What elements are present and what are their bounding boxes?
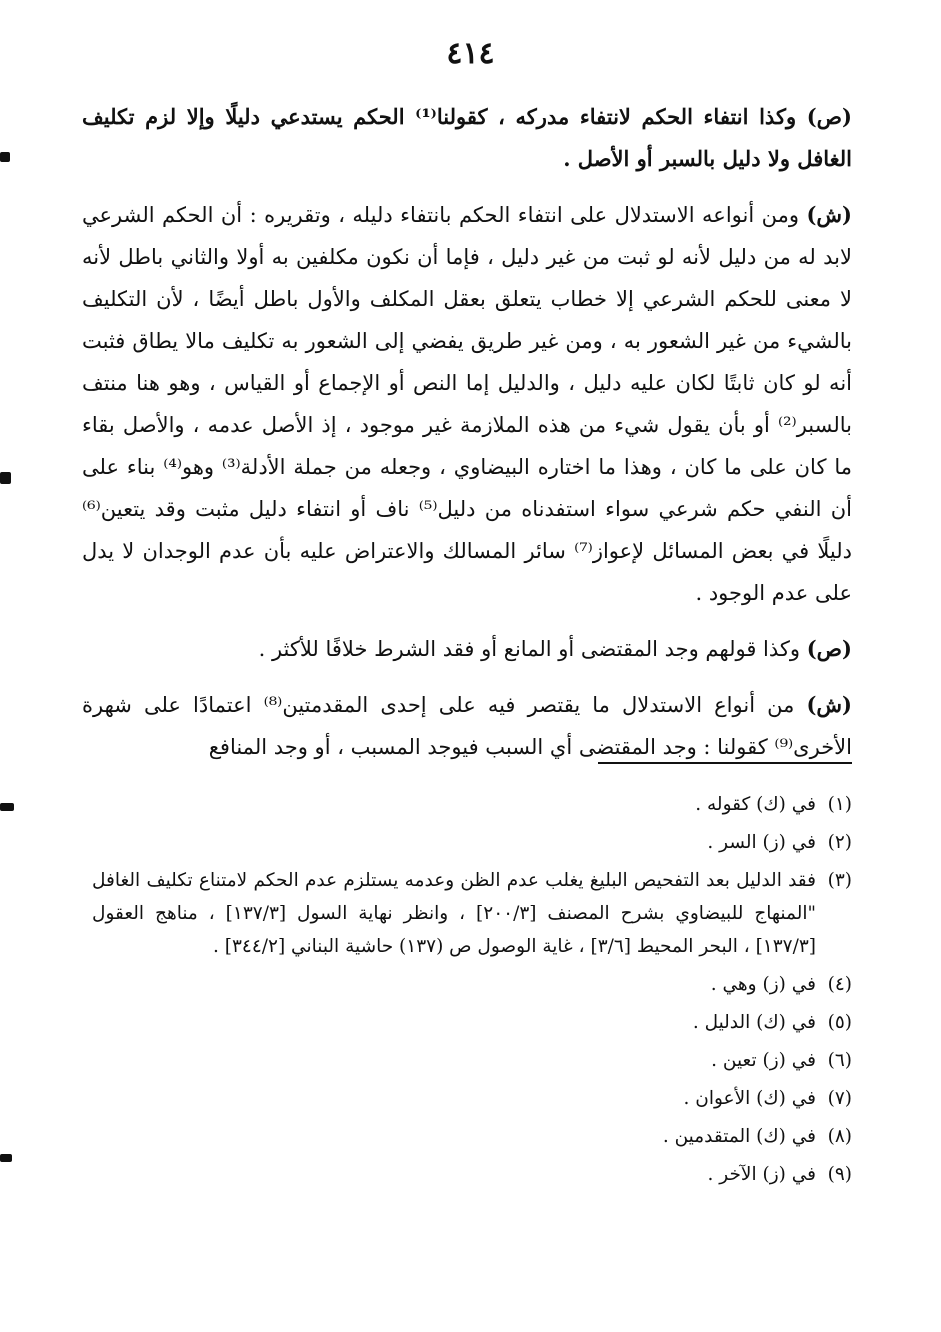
footnote-number: (٥) (827, 1012, 852, 1033)
matn-paragraph-1 (82, 96, 852, 180)
footnote-number: (٣) (827, 870, 852, 891)
paragraph-text: وكذا قولهم وجد المقتضى أو المانع أو فقد الشرط خلافًا للأكثر . (258, 637, 807, 661)
footnote-text: في (ز) السر . (707, 832, 816, 853)
footnote-item (92, 1006, 852, 1039)
page-number: ٤١٤ (446, 36, 495, 71)
footnote-number: (٦) (827, 1050, 852, 1071)
sharh-tag: (ش) (806, 202, 852, 227)
footnote-item (92, 864, 852, 963)
paragraph-text: ومن أنواعه الاستدلال على انتفاء الحكم بانتفاء دليله ، وتقريره : أن الحكم الشرعي لابد له من دليل لأنه لو ثبت من غير دليل ، فإما أن نكون مكلفين به أولا والثاني باطل لأنه لا معنى للحكم الشرعي إلا خطاب يتعلق بعقل المكلف والأول باطل أيضًا ، لأن التكليف بالشيء من غير الشعور به ، ومن غير طريق يفضي إلى الشعور به تكليف مالا يطاق فثبت أنه لو كان ثابتًا لكان عليه دليل ، والدليل إما النص أو الإجماع أو القياس ، وهو هنا منتف بالسبر⁽²⁾ أو بأن يقول شيء من هذه الملازمة غير موجود ، إذ الأصل عدمه ، والأصل بقاء ما كان على ما كان ، وهذا ما اختاره البيضاوي ، وجعله من جملة الأدلة⁽³⁾ وهو⁽⁴⁾ بناء على أن النفي حكم شرعي سواء استفدناه من دليل⁽⁵⁾ ناف أو انتفاء دليل مثبت وقد يتعين⁽⁶⁾ دليلًا في بعض المسائل لإعواز⁽⁷⁾ سائر المسالك والاعتراض عليه بأن عدم الوجدان لا يدل على عدم الوجود . (82, 203, 853, 605)
footnote-number: (٤) (827, 974, 852, 995)
matn-paragraph-2 (82, 628, 852, 670)
footnotes (92, 788, 852, 1196)
footnote-text: في (ك) الدليل . (692, 1012, 816, 1033)
footnote-text: في (ز) تعين . (711, 1050, 816, 1071)
footnote-separator (598, 762, 852, 764)
footnote-number: (٩) (827, 1164, 852, 1185)
matn-tag: (ص) (806, 636, 852, 661)
footnote-item (92, 1120, 852, 1153)
footnote-number: (٢) (827, 832, 852, 853)
footnote-text: في (ز) وهي . (710, 974, 816, 995)
footnote-item (92, 826, 852, 859)
footnote-item (92, 788, 852, 821)
footnote-text: في (ز) الآخر . (707, 1164, 816, 1185)
footnote-text: في (ك) كقوله . (695, 794, 816, 815)
footnote-item (92, 1082, 852, 1115)
binding-mark (0, 472, 11, 484)
sharh-paragraph-1 (82, 194, 852, 614)
binding-mark (0, 152, 10, 162)
footnote-text: في (ك) المتقدمين . (662, 1126, 816, 1147)
paragraph-text: (ص) وكذا انتفاء الحكم لانتفاء مدركه ، كقولنا⁽¹⁾ الحكم يستدعي دليلًا وإلا لزم تكليف الغافل ولا دليل بالسبر أو الأصل . (82, 104, 852, 171)
sharh-paragraph-2 (82, 684, 852, 768)
footnote-text: في (ك) الأعوان . (683, 1088, 816, 1109)
binding-mark (0, 803, 14, 811)
footnote-number: (٨) (827, 1126, 852, 1147)
footnote-item (92, 968, 852, 1001)
paragraph-text: من أنواع الاستدلال ما يقتصر فيه على إحدى المقدمتين⁽⁸⁾ اعتمادًا على شهرة الأخرى⁽⁹⁾ كقولنا : وجد المقتضى أي السبب فيوجد المسبب ، أو وجد المنافع (82, 693, 852, 759)
footnote-text: فقد الدليل بعد التفحيص البليغ يغلب عدم الظن وعدمه يستلزم عدم الحكم لامتناع تكليف الغافل "المنهاج للبيضاوي بشرح المصنف [٢٠٠/٣] ، وانظر نهاية السول [١٣٧/٣] ، مناهج العقول [١٣٧/٣] ، البحر المحيط [٣/٦] ، غاية الوصول ص (١٣٧) حاشية البناني [٣٤٤/٢] . (92, 870, 816, 957)
binding-mark (0, 1154, 12, 1162)
main-text (82, 96, 852, 768)
footnote-item (92, 1044, 852, 1077)
footnote-item (92, 1158, 852, 1191)
footnote-number: (١) (827, 794, 852, 815)
footnote-number: (٧) (827, 1088, 852, 1109)
sharh-tag: (ش) (806, 692, 852, 717)
